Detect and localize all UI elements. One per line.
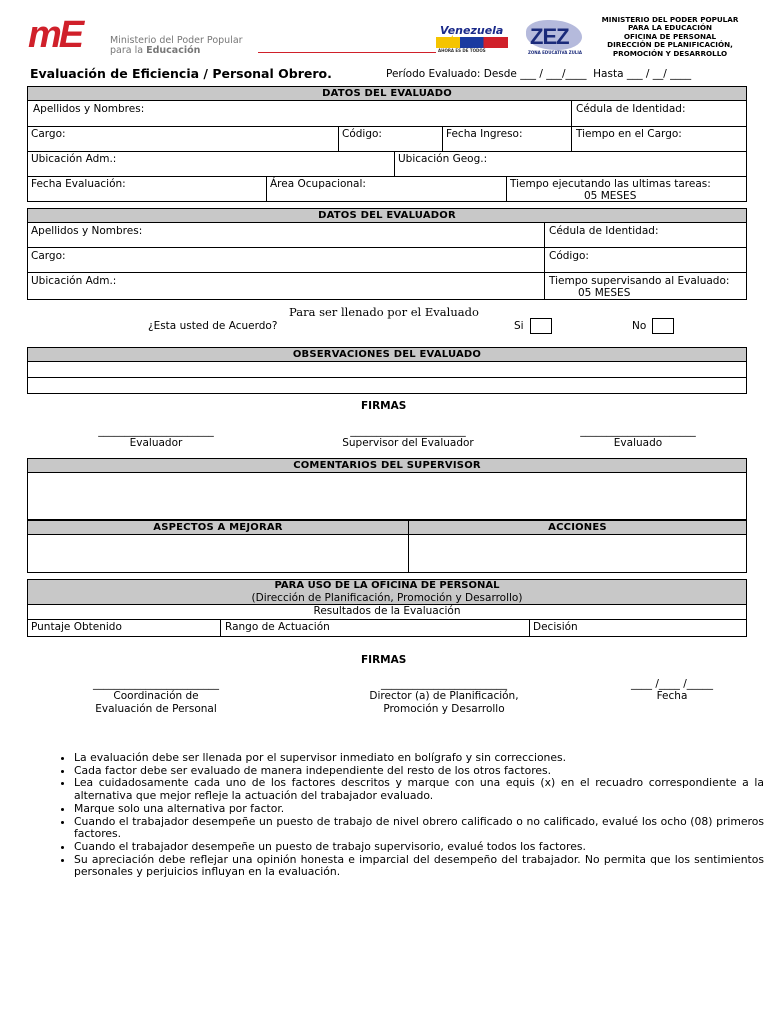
decision-field[interactable]: Decisión — [533, 621, 578, 633]
firmas-title-2: FIRMAS — [361, 654, 407, 666]
divider — [27, 151, 747, 152]
aspectos-header: ASPECTOS A MEJORAR — [27, 520, 409, 535]
director-signature-line[interactable]: ________________________ — [381, 678, 507, 690]
llenado-title: Para ser llenado por el Evaluado — [289, 305, 479, 319]
evaluado-codigo-field[interactable]: Código: — [342, 128, 382, 140]
rango-field[interactable]: Rango de Actuación — [225, 621, 330, 633]
evaluador-tiempo-sup-value[interactable]: 05 MESES — [578, 287, 631, 299]
fecha-label: Fecha — [656, 690, 688, 702]
divider — [394, 151, 395, 176]
zez-logo-sub: ZONA EDUCATIVA ZULIA — [528, 50, 582, 55]
page-title: Evaluación de Eficiencia / Personal Obrero. — [30, 66, 332, 81]
evaluador-codigo-field[interactable]: Código: — [549, 250, 589, 262]
divider — [27, 619, 747, 620]
evaluador-header: DATOS DEL EVALUADOR — [27, 208, 747, 223]
divider — [27, 176, 747, 177]
evaluado-cargo-field[interactable]: Cargo: — [31, 128, 66, 140]
oficina-header-sub: (Dirección de Planificación, Promoción y Desarrollo) — [251, 592, 523, 604]
resultados-label: Resultados de la Evaluación — [313, 605, 461, 617]
instruction-item: • Cuando el trabajador desempeñe un puesto de trabajo supervisorio, evalué todos los factores. — [74, 841, 764, 854]
director-label-2: Promoción y Desarrollo — [383, 703, 505, 715]
evaluado-tiempo-cargo-field[interactable]: Tiempo en el Cargo: — [576, 128, 682, 140]
director-label-1: Director (a) de Planificación, — [369, 690, 519, 702]
comentarios-header: COMENTARIOS DEL SUPERVISOR — [27, 458, 747, 473]
evaluador-tiempo-sup-label: Tiempo supervisando al Evaluado: — [549, 275, 730, 287]
logo-text-line2 — [110, 45, 200, 56]
divider — [544, 222, 545, 300]
evaluador-cargo-field[interactable]: Cargo: — [31, 250, 66, 262]
si-checkbox[interactable] — [530, 318, 552, 334]
si-label: Si — [514, 320, 524, 332]
logo-text-line2-prefix: para la — [110, 45, 147, 56]
evaluado-ubic-geog-field[interactable]: Ubicación Geog.: — [398, 153, 488, 165]
zez-logo-text: ZEZ — [530, 24, 569, 49]
evaluation-period: Período Evaluado: Desde ___ / ___/____ Hasta ___ / __/ ____ — [386, 68, 692, 80]
divider — [529, 619, 530, 637]
coordinacion-label-1: Coordinación de — [113, 690, 199, 702]
evaluado-header: DATOS DEL EVALUADO — [27, 86, 747, 101]
ministry-block — [592, 16, 748, 58]
aspectos-box[interactable] — [27, 534, 409, 573]
observaciones-header: OBSERVACIONES DEL EVALUADO — [27, 347, 747, 362]
divider — [27, 377, 747, 378]
divider — [266, 176, 267, 202]
ministry-line: OFICINA DE PERSONAL — [623, 31, 717, 41]
divider — [442, 126, 443, 151]
evaluado-signature-line[interactable]: ______________________ — [580, 425, 696, 437]
me-logo-letters: mE — [28, 14, 82, 56]
divider — [27, 126, 747, 127]
venezuela-logo-sub: AHORA ES DE TODOS — [438, 48, 486, 53]
instruction-item: • Su apreciación debe reflejar una opinión honesta e imparcial del desempeño del trabajador. No permita que los sentimientos personales y perjuicios influyan en la evaluación. — [74, 854, 764, 879]
supervisor-signature-line[interactable]: ______________________ — [350, 425, 466, 437]
ministry-line: PROMOCIÓN Y DESARROLLO — [612, 48, 728, 58]
evaluador-cedula-field[interactable]: Cédula de Identidad: — [549, 225, 659, 237]
ministry-line: MINISTERIO DEL PODER POPULAR — [601, 15, 739, 24]
venezuela-star-icon: ★ — [446, 33, 459, 49]
evaluador-signature-label: Evaluador — [129, 437, 183, 449]
instruction-item: • La evaluación debe ser llenada por el supervisor inmediato en bolígrafo y sin correcciones. — [74, 752, 764, 765]
evaluado-tiempo-tareas-label: Tiempo ejecutando las ultimas tareas: — [510, 178, 711, 190]
divider — [571, 100, 572, 151]
instruction-item: • Cuando el trabajador desempeñe un puesto de trabajo de nivel obrero calificado o no calificado, evalué los ocho (08) primeros factores. — [74, 816, 764, 841]
acciones-header: ACCIONES — [408, 520, 747, 535]
no-label: No — [632, 320, 647, 332]
logo-text-line1: Ministerio del Poder Popular — [110, 35, 243, 46]
instructions-list — [56, 752, 764, 879]
evaluador-signature-line[interactable]: ______________________ — [98, 425, 214, 437]
comentarios-box[interactable] — [27, 472, 747, 520]
evaluado-signature-label: Evaluado — [613, 437, 663, 449]
divider — [27, 247, 747, 248]
evaluado-ubic-adm-field[interactable]: Ubicación Adm.: — [31, 153, 117, 165]
instruction-item: • Lea cuidadosamente cada uno de los factores descritos y marque con una equis (x) en el recuadro correspondiente a la alternativa que mejor refleje la actuación del trabajador evaluado. — [74, 777, 764, 802]
fecha-field[interactable]: ____ /____ /_____ — [630, 678, 713, 690]
logo-text-line2-bold: Educación — [146, 45, 201, 56]
instruction-item: • Cada factor debe ser evaluado de manera independiente del resto de los otros factores. — [74, 765, 764, 778]
evaluado-tiempo-tareas-value[interactable]: 05 MESES — [584, 190, 637, 202]
ministry-logo — [28, 14, 268, 56]
firmas-title: FIRMAS — [361, 400, 407, 412]
instruction-item: • Marque solo una alternativa por factor. — [74, 803, 764, 816]
header-red-line — [258, 52, 436, 53]
evaluado-apellidos-field[interactable]: Apellidos y Nombres: — [33, 103, 145, 115]
evaluador-ubic-adm-field[interactable]: Ubicación Adm.: — [31, 275, 117, 287]
llenado-question: ¿Esta usted de Acuerdo? — [148, 320, 278, 332]
divider — [338, 126, 339, 151]
coordinacion-label-2: Evaluación de Personal — [95, 703, 217, 715]
evaluador-apellidos-field[interactable]: Apellidos y Nombres: — [31, 225, 143, 237]
zez-logo — [520, 18, 590, 58]
venezuela-logo — [436, 24, 508, 52]
supervisor-signature-label: Supervisor del Evaluador — [342, 437, 474, 449]
no-checkbox[interactable] — [652, 318, 674, 334]
divider — [220, 619, 221, 637]
venezuela-logo-text: Venezuela — [440, 24, 504, 37]
evaluado-area-field[interactable]: Área Ocupacional: — [270, 178, 366, 190]
divider — [506, 176, 507, 202]
evaluado-fecha-eval-field[interactable]: Fecha Evaluación: — [31, 178, 126, 190]
ministry-line: PARA LA EDUCACIÓN — [627, 23, 713, 33]
puntaje-field[interactable]: Puntaje Obtenido — [31, 621, 122, 633]
divider — [27, 272, 747, 273]
coordinacion-signature-line[interactable]: ________________________ — [93, 678, 219, 690]
acciones-box[interactable] — [408, 534, 747, 573]
evaluado-fecha-ingreso-field[interactable]: Fecha Ingreso: — [446, 128, 523, 140]
evaluado-cedula-field[interactable]: Cédula de Identidad: — [576, 103, 686, 115]
ministry-line: DIRECCIÓN DE PLANIFICACIÓN, — [607, 40, 733, 50]
oficina-header-title: PARA USO DE LA OFICINA DE PERSONAL — [274, 580, 500, 591]
